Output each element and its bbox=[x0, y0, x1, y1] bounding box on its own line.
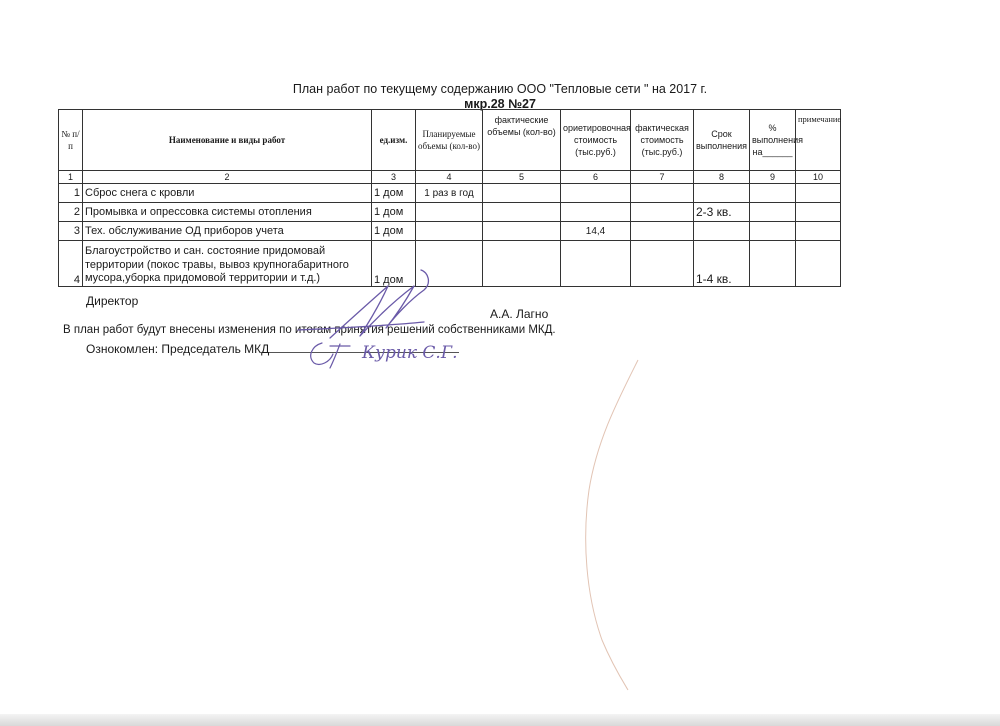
header-num: № п/п bbox=[59, 110, 83, 171]
header-planned: Планируемые объемы (кол-во) bbox=[416, 110, 483, 171]
row-num: 3 bbox=[59, 222, 83, 241]
row-unit: 1 дом bbox=[372, 184, 416, 203]
row-num: 1 bbox=[59, 184, 83, 203]
column-number: 5 bbox=[483, 171, 561, 184]
column-number: 10 bbox=[796, 171, 841, 184]
document-subtitle: мкр.28 №27 bbox=[464, 97, 536, 111]
header-name: Наименование и виды работ bbox=[83, 110, 372, 171]
header-unit: ед.изм. bbox=[372, 110, 416, 171]
document-title: План работ по текущему содержанию ООО "Тепловые сети " на 2017 г. bbox=[292, 82, 708, 96]
row-planned: 1 раз в год bbox=[416, 184, 483, 203]
row-unit: 1 дом bbox=[372, 241, 416, 287]
header-actual-volume: фактические объемы (кол-во) bbox=[483, 110, 561, 171]
scan-edge bbox=[0, 714, 1000, 726]
row-term: 2-3 кв. bbox=[694, 203, 750, 222]
pen-stroke bbox=[586, 360, 638, 690]
column-number: 7 bbox=[631, 171, 694, 184]
column-number: 6 bbox=[561, 171, 631, 184]
column-number: 9 bbox=[750, 171, 796, 184]
row-name: Сброс снега с кровли bbox=[83, 184, 372, 203]
row-num: 2 bbox=[59, 203, 83, 222]
column-number: 4 bbox=[416, 171, 483, 184]
column-number: 8 bbox=[694, 171, 750, 184]
row-est-cost: 14,4 bbox=[561, 222, 631, 241]
header-note: примечание bbox=[796, 110, 841, 171]
chairman-signature bbox=[311, 343, 350, 368]
column-number: 2 bbox=[83, 171, 372, 184]
acknowledgement-label: Ознокомлен: Председатель МКД bbox=[86, 342, 270, 356]
row-unit: 1 дом bbox=[372, 203, 416, 222]
row-name: Тех. обслуживание ОД приборов учета bbox=[83, 222, 372, 241]
row-unit: 1 дом bbox=[372, 222, 416, 241]
column-number: 3 bbox=[372, 171, 416, 184]
row-num: 4 bbox=[59, 241, 83, 287]
changes-note: В план работ будут внесены изменения по итогам принятия решений собственниками МКД. bbox=[63, 324, 556, 336]
row-term: 1-4 кв. bbox=[694, 241, 750, 287]
director-signature-stroke bbox=[298, 322, 424, 330]
column-number: 1 bbox=[59, 171, 83, 184]
row-name: Промывка и опрессовка системы отопления bbox=[83, 203, 372, 222]
header-est-cost: ориетировочная стоимость (тыс.руб.) bbox=[561, 110, 631, 171]
chairman-signature-text: Курик С.Г. bbox=[362, 343, 458, 363]
header-actual-cost: фактическая стоимость (тыс.руб.) bbox=[631, 110, 694, 171]
header-percent: % выполнения на______ bbox=[750, 110, 796, 171]
director-name: А.А. Лагно bbox=[490, 307, 549, 321]
director-label: Директор bbox=[86, 294, 139, 308]
row-name: Благоустройство и сан. состояние придомовай территории (покос травы, вывоз крупногабаритного мусора,уборка придомовой территории и т.д.) bbox=[83, 241, 372, 287]
header-term: Срок выполнения bbox=[694, 110, 750, 171]
